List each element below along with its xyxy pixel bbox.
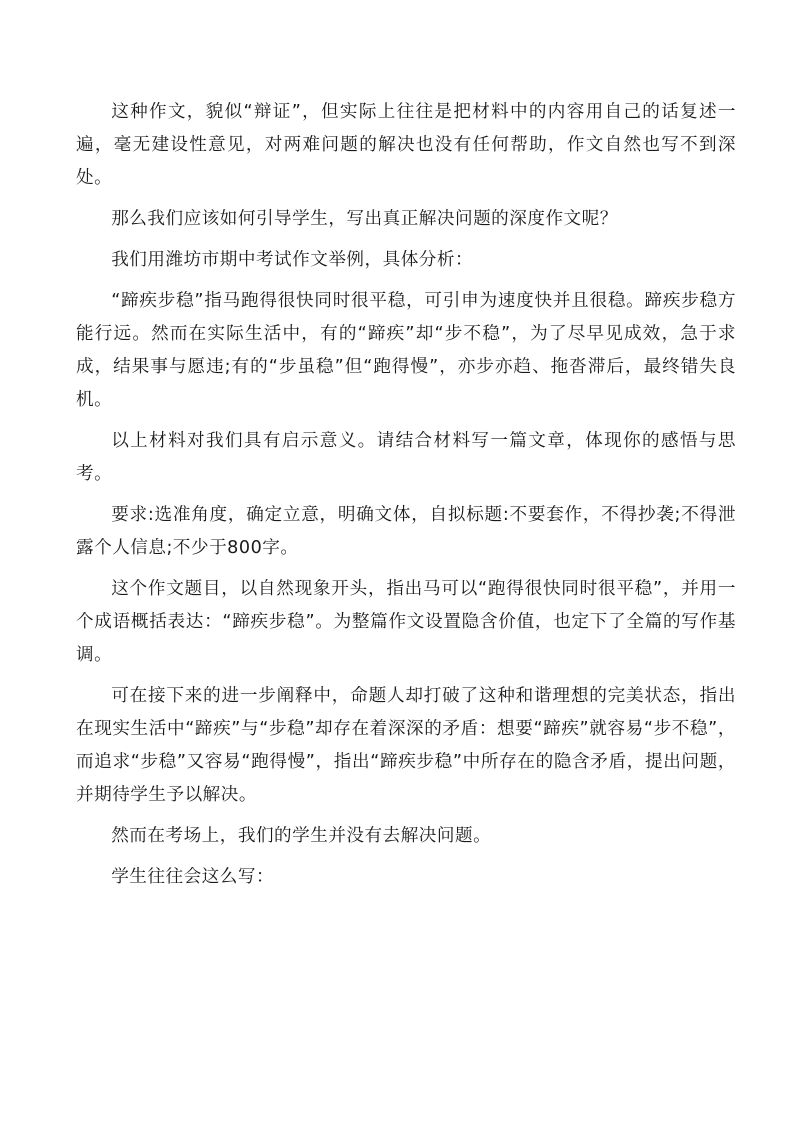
paragraph-2: 那么我们应该如何引导学生，写出真正解决问题的深度作文呢？: [111, 209, 618, 229]
paragraph-1: 这种作文，貌似“辩证”，但实际上往往是把材料中的内容用自己的话复述一遍，毫无建设性意见，对两难问题的解决也没有任何帮助，作文自然也写不到深处。: [76, 102, 736, 188]
paragraph-3: 我们用潍坊市期中考试作文举例，具体分析：: [111, 250, 474, 270]
paragraph-5-prompt: 以上材料对我们具有启示意义。请结合材料写一篇文章，体现你的感悟与思考。: [76, 431, 736, 484]
document-body: [76, 96, 736, 894]
paragraph-9: 然而在考场上，我们的学生并没有去解决问题。: [111, 826, 492, 846]
paragraph-6-requirements: 要求:选准角度，确定立意，明确文体，自拟标题:不要套作，不得抄袭;不得泄露个人信息;不少于800字。: [76, 505, 736, 558]
paragraph-8: 可在接下来的进一步阐释中，命题人却打破了这种和谐理想的完美状态，指出在现实生活中“蹄疾”与“步稳”却存在着深深的矛盾：想要“蹄疾”就容易“步不稳”，而追求“步稳”又容易“跑得慢”，指出“蹄疾步稳”中所存在的隐含矛盾，提出问题，并期待学生予以解决。: [76, 686, 736, 805]
paragraph-7: 这个作文题目，以自然现象开头，指出马可以“跑得很快同时很平稳”，并用一个成语概括表达：“蹄疾步稳”。为整篇作文设置隐含价值，也定下了全篇的写作基调。: [76, 579, 736, 665]
paragraph-10: 学生往往会这么写：: [111, 867, 275, 887]
paragraph-4-material: “蹄疾步稳”指马跑得很快同时很平稳，可引申为速度快并且很稳。蹄疾步稳方能行远。然而在实际生活中，有的“蹄疾”却“步不稳”，为了尽早见成效，急于求成，结果事与愿违;有的“步虽稳”但“跑得慢”，亦步亦趋、拖沓滞后，最终错失良机。: [76, 291, 736, 410]
